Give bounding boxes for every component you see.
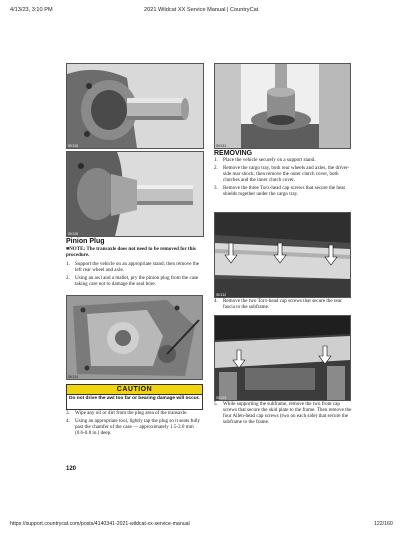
caution-text: Do not drive the awl too far or bearing damage will occur. bbox=[69, 396, 200, 401]
figure-code: SK133 bbox=[216, 396, 227, 400]
pinion-plug-note: ■NOTE: The transaxle does not need to be removed for this procedure. bbox=[66, 246, 196, 258]
transaxle-photo-2 bbox=[66, 151, 204, 237]
transaxle-case-photo bbox=[66, 295, 203, 380]
removing-heading: REMOVING bbox=[214, 150, 253, 157]
browser-page-counter: 122/160 bbox=[374, 521, 393, 527]
step-item: 4. Using an appropriate tool, lightly tap the plug so it seats fully past the chamfer of the case — approximately 1.5-2.0 mm (0.6-0.8 in.) deep. bbox=[66, 417, 201, 436]
browser-url: https://support.countrycat.com/posts/4140341-2021-wildcat-xx-service-manual bbox=[10, 521, 190, 527]
step-item: 1. Support the vehicle on an appropriate stand; then remove the left rear wheel and axle. bbox=[66, 261, 200, 273]
browser-datetime: 4/13/23, 3:10 PM bbox=[10, 7, 53, 13]
figure-code: SK132 bbox=[216, 293, 227, 297]
step-item: 1. Place the vehicle securely on a support stand. bbox=[214, 157, 316, 163]
browser-page-title: 2021 Wildcat XX Service Manual | CountryCat bbox=[144, 7, 259, 13]
pinion-plug-heading: Pinion Plug bbox=[66, 238, 105, 245]
caution-title: CAUTION bbox=[67, 385, 202, 395]
removing-step-4 bbox=[214, 299, 352, 313]
step-item: 5. While supporting the subframe, remove the two front cap screws that secure the skid plate to the frame. Then remove the four Allen-head cap screws (two on each side) that secure the subframe to the frame. bbox=[214, 401, 352, 425]
step-item: 2. Using an awl and a mallet, pry the pinion plug from the case taking care not to damage the seal bore. bbox=[66, 274, 199, 287]
step-item: 4. Remove the two Torx-head cap screws that secure the rear fascia to the subframe. bbox=[214, 298, 342, 310]
press-bearing-photo bbox=[214, 63, 351, 149]
figure-code: SK128 bbox=[68, 232, 79, 236]
page-number: 120 bbox=[66, 466, 77, 472]
step-item: 3. Remove the three Torx-head cap screws that secure the heat shields together under the cargo tray. bbox=[214, 184, 345, 197]
step-item: 2. Remove the cargo tray, both rear wheels and axles, the driver-side rear shock; then remove the outer clutch cover, both clutches and the inner clutch cover. bbox=[214, 164, 350, 183]
pinion-plug-steps bbox=[66, 262, 204, 290]
transaxle-photo-1 bbox=[66, 63, 204, 149]
figure-code: SK126 bbox=[68, 144, 79, 148]
subframe-photo bbox=[214, 315, 351, 401]
step-item: 3. Wipe any oil or dirt from the plug area of the transaxle. bbox=[66, 410, 188, 416]
removing-step-5 bbox=[214, 402, 352, 428]
figure-code: SK131 bbox=[216, 144, 227, 148]
caution-box bbox=[66, 384, 203, 410]
heat-shield-photo bbox=[214, 212, 351, 298]
pinion-plug-steps-continued bbox=[66, 411, 204, 439]
figure-code: SK124 bbox=[68, 375, 79, 379]
removing-steps bbox=[214, 158, 352, 199]
